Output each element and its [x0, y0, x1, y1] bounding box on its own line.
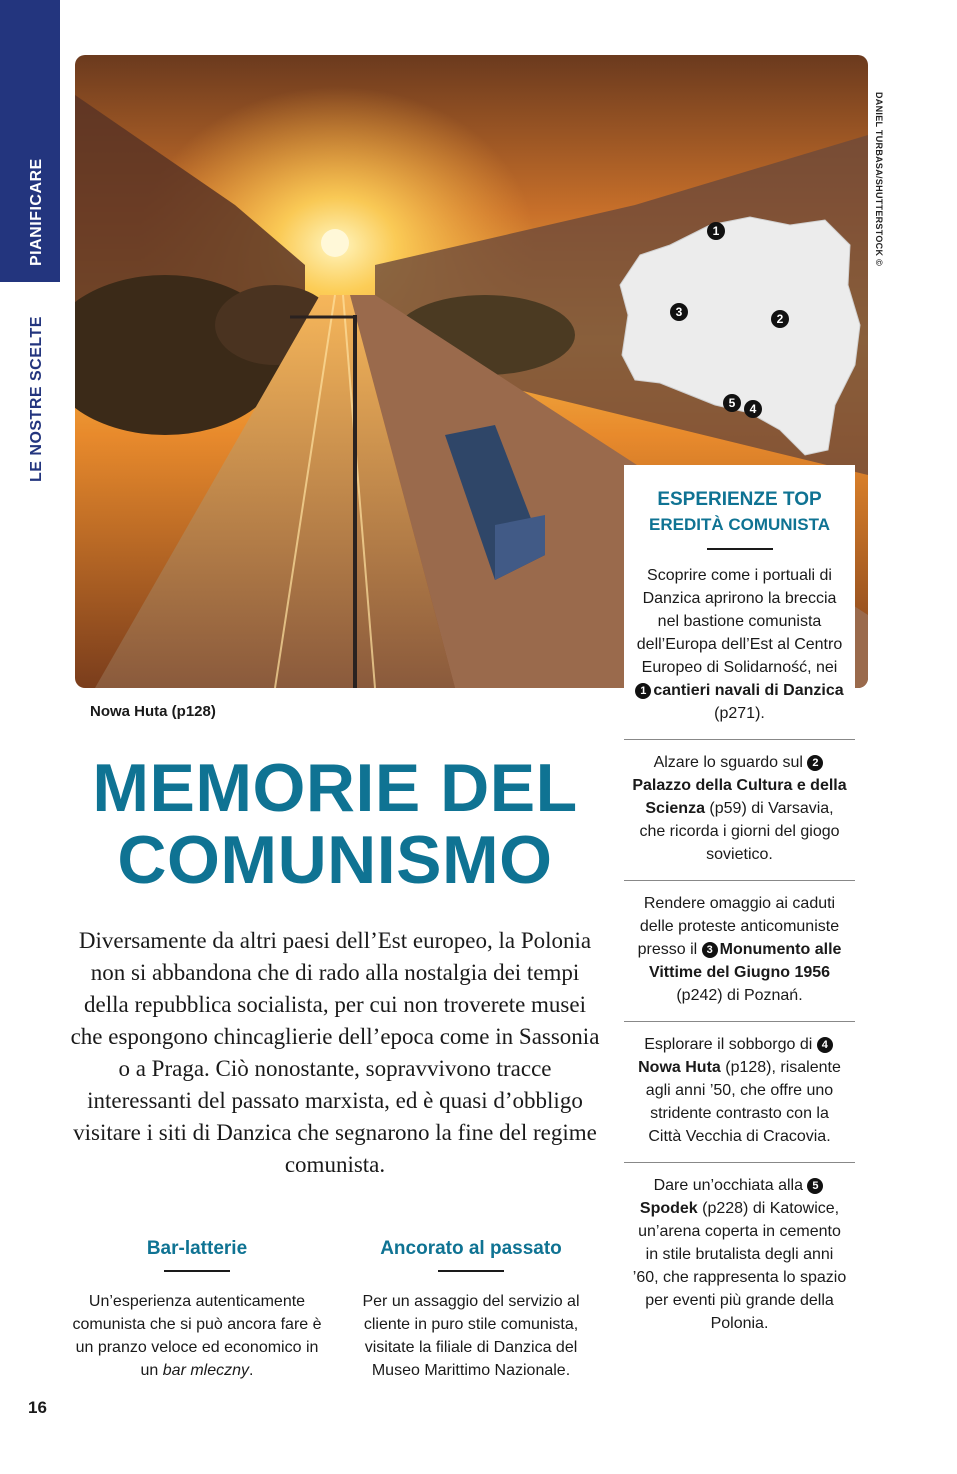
poland-map: [600, 205, 865, 465]
box-bar-latterie: [72, 1238, 322, 1382]
box-title: Ancorato al passato: [380, 1238, 562, 1259]
box-text: Per un assaggio del servizio al cliente in puro stile comunista, visitate la filiale di Danzica del Museo Marittimo Nazionale.: [362, 1293, 580, 1379]
experience-item-3: Rendere omaggio ai caduti delle proteste anticomuniste presso il 3 Monumento alle Vittime del Giugno 1956 (p242) di Poznań.: [624, 892, 855, 1022]
number-badge-icon: 2: [807, 755, 823, 771]
photo-credit: DANIEL TURBASA/SHUTTERSTOCK ©: [874, 92, 884, 267]
map-pin-4: 4: [744, 400, 762, 418]
sidebar-title: ESPERIENZE TOP EREDITÀ COMUNISTA: [648, 489, 830, 534]
page-number: 16: [28, 1398, 47, 1417]
title-line-2: COMUNISMO: [117, 822, 553, 898]
section-label: PIANIFICARE: [28, 158, 45, 266]
experience-item-5: Dare un’occhiata alla 5Spodek (p228) di Katowice, un’arena coperta in cemento in stile brutalista degli anni ’60, che rappresenta lo spazio per eventi più grande della Polonia.: [632, 1177, 847, 1332]
box-ancorato-al-passato: [345, 1238, 597, 1382]
photo-caption: Nowa Huta (p128): [90, 703, 216, 720]
number-badge-icon: 1: [635, 683, 651, 699]
divider: [707, 548, 773, 550]
poland-outline: [600, 205, 865, 465]
page-title: [60, 752, 610, 896]
experience-item-2: Alzare lo sguardo sul 2Palazzo della Cultura e della Scienza (p59) di Varsavia, che ricorda i giorni del giogo sovietico.: [624, 751, 855, 881]
number-badge-icon: 5: [807, 1178, 823, 1194]
number-badge-icon: 4: [817, 1037, 833, 1053]
experience-item-1: Scoprire come i portuali di Danzica aprirono la breccia nel bastione comunista dell’Europa dell’Est al Centro Europeo di Solidarność, nei 1 cantieri navali di Danzica (p271).: [624, 564, 855, 740]
map-pin-3: 3: [670, 303, 688, 321]
map-pin-2: 2: [771, 310, 789, 328]
box-title: Bar-latterie: [146, 1238, 248, 1259]
box-text: Un’esperienza autenticamente comunista che si può ancora fare è un pranzo veloce ed economico in un bar mleczny.: [72, 1293, 322, 1379]
number-badge-icon: 3: [702, 942, 718, 958]
map-pin-1: 1: [707, 222, 725, 240]
chapter-label: LE NOSTRE SCELTE: [28, 316, 45, 482]
map-pin-5: 5: [723, 394, 741, 412]
divider: [164, 1270, 230, 1272]
experience-item-4: Esplorare il sobborgo di 4Nowa Huta (p128), risalente agli anni ’50, che offre uno stridente contrasto con la Città Vecchia di Cracovia.: [624, 1033, 855, 1163]
top-experiences-sidebar: [624, 465, 855, 1474]
intro-paragraph: Diversamente da altri paesi dell’Est europeo, la Polonia non si abbandona che di rado alla nostalgia dei tempi della repubblica socialista, per cui non troverete musei che espongono chincaglierie dell’epoca come in Sassonia o a Praga. Ciò nonostante, sopravvivono tracce interessanti del passato marxista, ed è quasi d’obbligo visitare i siti di Danzica che segnarono la fine del regime comunista.: [70, 928, 600, 1177]
divider: [438, 1270, 504, 1272]
title-line-1: MEMORIE DEL: [92, 750, 578, 826]
